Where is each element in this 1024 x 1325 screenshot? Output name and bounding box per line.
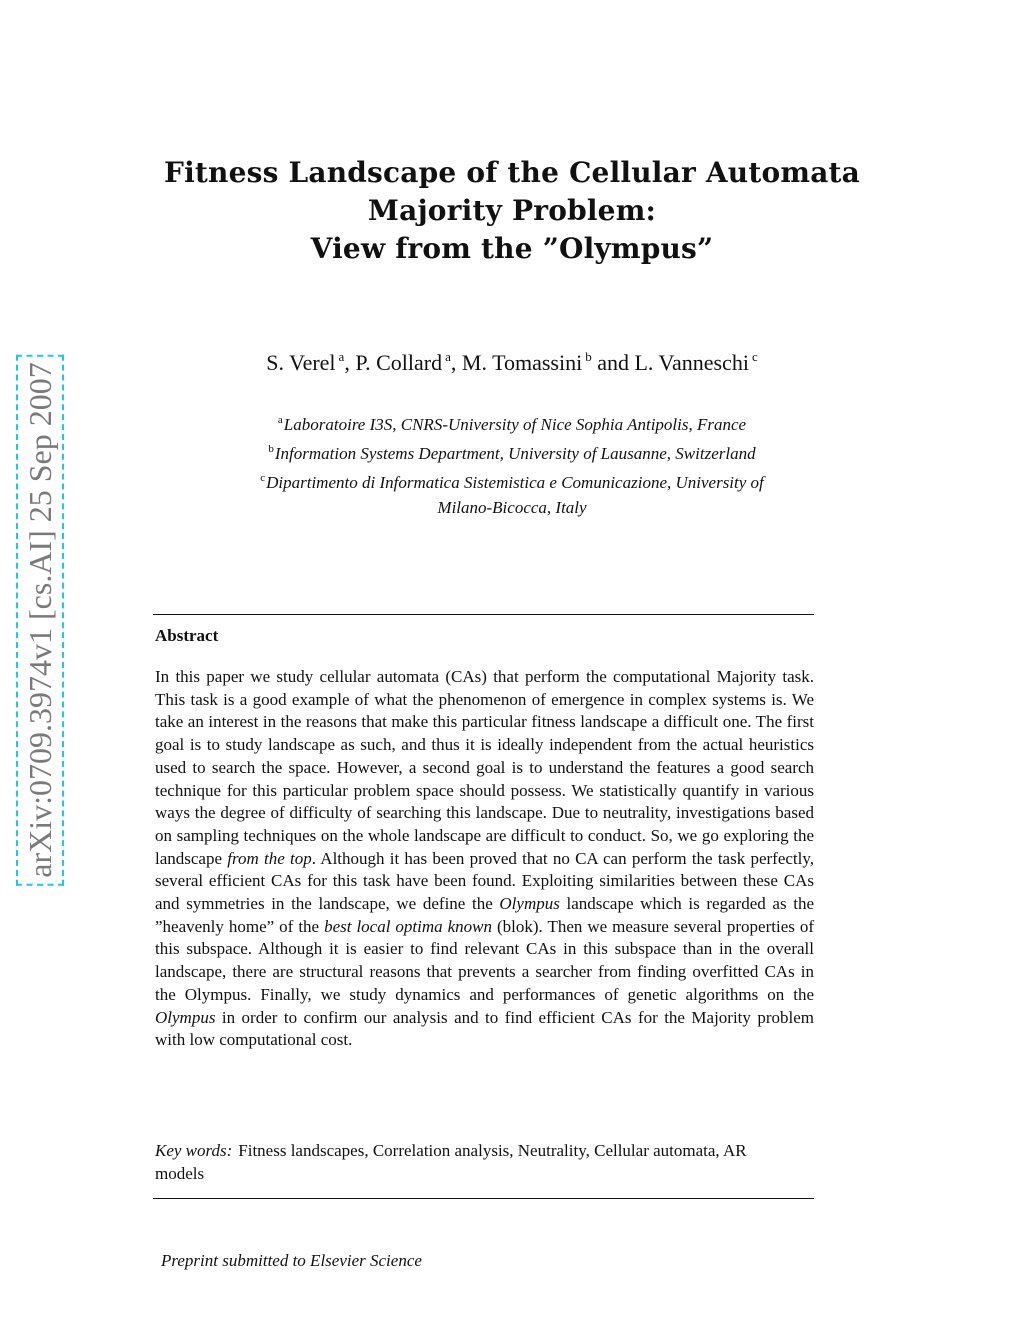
title-line: Fitness Landscape of the Cellular Automata: [163, 156, 861, 189]
preprint-footer: Preprint submitted to Elsevier Science: [161, 1251, 422, 1270]
abstract-text: In this paper we study cellular automata (CAs) that perform the computational Majority task. This task is a good example of what the phenomenon of emergence in complex systems is. We take an interest in the reasons that make this particular fitness landscape a difficult one. The first goal is to study landscape as such, and thus it is ideally independent from the actual heuristics used to search the space. However, a second goal is to understand the features a good search technique for this particular problem space should possess. We statistically quantify in various ways the degree of difficulty of searching this landscape. Due to neutrality, investigations based on sampling techniques on the whole landscape are difficult to conduct. So, we go exploring the landscape: [155, 667, 814, 868]
keywords-label: Key words:: [155, 1141, 233, 1160]
affiliation-text: Dipartimento di Informatica Sistemistica e Comunicazione, University of: [266, 473, 764, 492]
affiliation-mark: a: [338, 349, 345, 364]
title-line: Majority Problem:: [367, 194, 657, 227]
keywords-text: Fitness landscapes, Correlation analysis, Neutrality, Cellular automata, AR models: [155, 1141, 747, 1183]
author-name: S. Verel: [266, 350, 336, 375]
arxiv-identifier: arXiv:0709.3974v1 [cs.AI] 25 Sep 2007: [16, 354, 64, 885]
affiliation-mark: c: [260, 472, 266, 484]
author-list: [0, 348, 1024, 378]
abstract-emphasis: from the top: [227, 848, 312, 868]
paper-title: [0, 154, 1024, 268]
affiliation-mark: a: [445, 349, 451, 364]
affiliation-list: [140, 412, 884, 520]
affiliation-mark: a: [277, 414, 283, 426]
affiliation-text-continued: Milano-Bicocca, Italy: [437, 498, 587, 517]
author-separator: and: [591, 350, 635, 375]
affiliation-text: Laboratoire I3S, CNRS-University of Nice Sophia Antipolis, France: [283, 415, 747, 434]
author-separator: ,: [450, 350, 462, 375]
title-line: View from the ”Olympus”: [310, 232, 714, 265]
abstract-emphasis: Olympus: [499, 894, 560, 914]
author-name: P. Collard: [355, 350, 443, 375]
abstract-text: landscape which is regarded as the ”heavenly home” of the: [155, 894, 815, 936]
keywords: [155, 1140, 755, 1185]
affiliation-mark: c: [751, 349, 758, 364]
author-name: M. Tomassini: [461, 350, 583, 375]
abstract-heading: Abstract: [155, 626, 219, 645]
abstract-text: . Although it has been proved that no CA can perform the task perfectly, several efficient CAs for this task have been found. Exploiting similarities between these CAs and symmetries in the landscape, we define the: [155, 848, 815, 914]
bottom-divider: [153, 1198, 814, 1199]
affiliation-mark: b: [585, 349, 592, 364]
affiliation: [140, 470, 884, 520]
abstract-emphasis: best local optima known: [324, 916, 492, 936]
top-divider: [153, 614, 814, 615]
affiliation: [140, 412, 884, 437]
author-separator: ,: [344, 350, 356, 375]
affiliation: [140, 441, 884, 466]
affiliation-mark: b: [268, 443, 274, 455]
abstract-text: in order to confirm our analysis and to find efficient CAs for the Majority problem with low computational cost.: [155, 1007, 814, 1050]
abstract-emphasis: Olympus: [155, 1007, 216, 1027]
abstract-body: [155, 666, 814, 1052]
affiliation-text: Information Systems Department, University of Lausanne, Switzerland: [274, 444, 756, 463]
author-name: L. Vanneschi: [634, 350, 749, 375]
abstract-text: (blok). Then we measure several properties of this subspace. Although it is easier to find relevant CAs in this subspace than in the overall landscape, there are structural reasons that prevents a searcher from finding overfitted CAs in the Olympus. Finally, we study dynamics and performances of genetic algorithms on the: [155, 916, 815, 1004]
